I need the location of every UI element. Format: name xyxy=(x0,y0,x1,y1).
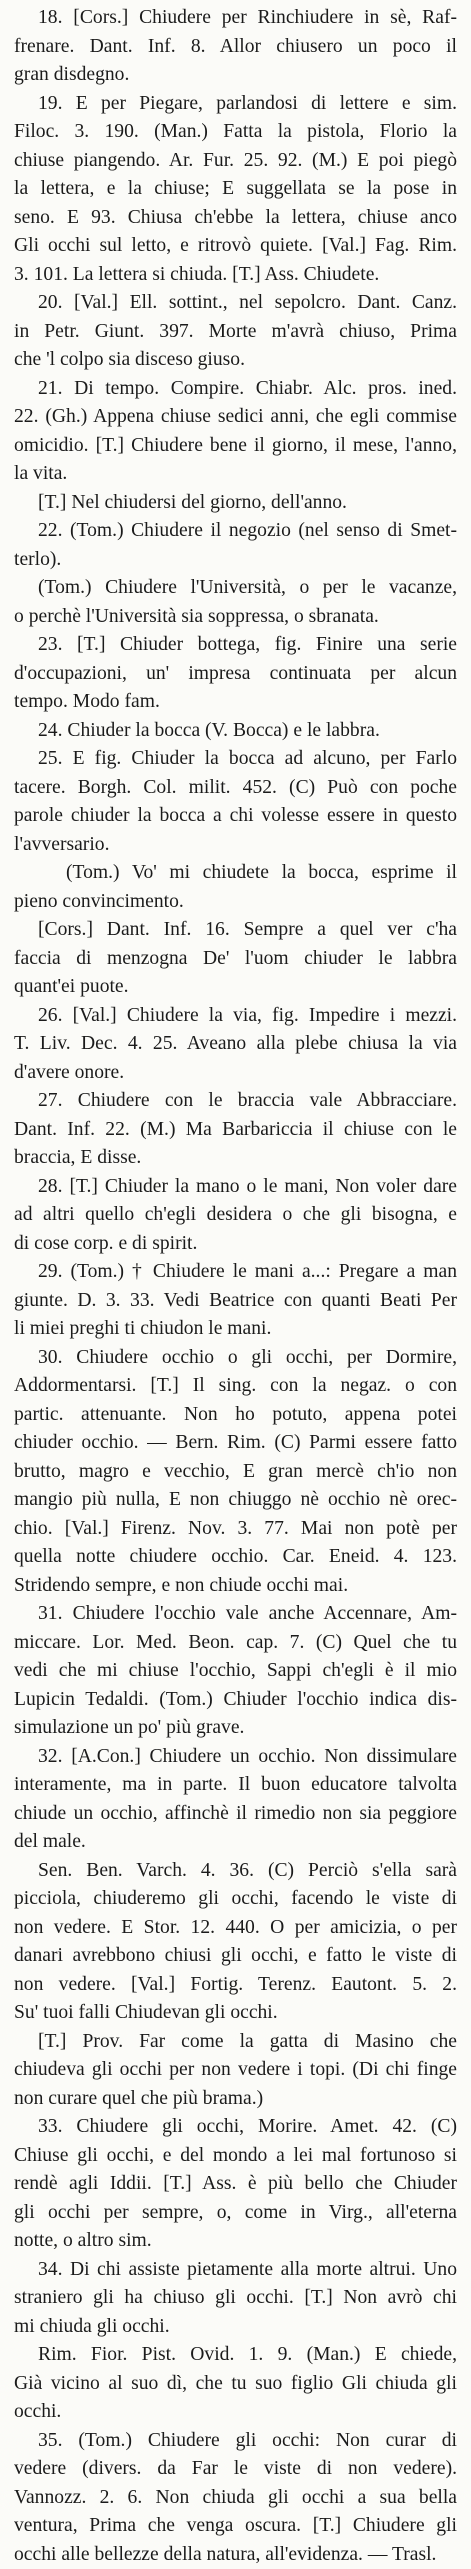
text-line: 35. (Tom.) Chiudere gli occhi: Non curar di xyxy=(14,2427,457,2456)
text-line: 34. Di chi assiste pietamente alla morte altrui. Uno xyxy=(14,2256,457,2285)
text-line: gran disdegno. xyxy=(14,61,457,90)
text-line: 28. [T.] Chiuder la mano o le mani, Non voler dare xyxy=(14,1173,457,1202)
text-line: chiudeva gli occhi per non vedere i topi. (Di chi finge xyxy=(14,2056,457,2085)
text-line: [Cors.] Dant. Inf. 16. Sempre a quel ver c'ha xyxy=(14,916,457,945)
text-line: 33. Chiudere gli occhi, Morire. Amet. 42. (C) xyxy=(14,2113,457,2142)
text-line: straniero gli ha chiuso gli occhi. [T.] Non avrò chi xyxy=(14,2284,457,2313)
text-line: 32. [A.Con.] Chiudere un occhio. Non dissimulare xyxy=(14,1743,457,1772)
text-line: tacere. Borgh. Col. milit. 452. (C) Può con poche xyxy=(14,774,457,803)
text-line: ad altri quello ch'egli desidera o che gli bisogna, e xyxy=(14,1201,457,1230)
text-line: quella notte chiudere occhio. Car. Eneid. 4. 123. xyxy=(14,1543,457,1572)
text-line: [T.] Nel chiudersi del giorno, dell'anno. xyxy=(14,489,457,518)
text-line: 18. [Cors.] Chiudere per Rinchiudere in sè, Raf- xyxy=(14,4,457,33)
text-line: occhi. xyxy=(14,2398,457,2427)
text-line: non vedere. [Val.] Fortig. Terenz. Eautont. 5. 2. xyxy=(14,1971,457,2000)
text-line: notte, o altro sim. xyxy=(14,2227,457,2256)
text-line: partic. attenuante. Non ho potuto, appena potei xyxy=(14,1401,457,1430)
text-line: la vita. xyxy=(14,460,457,489)
text-line: 21. Di tempo. Compire. Chiabr. Alc. pros. ined. xyxy=(14,375,457,404)
text-line: 24. Chiuder la bocca (V. Bocca) e le labbra. xyxy=(14,717,457,746)
text-line: frenare. Dant. Inf. 8. Allor chiusero un poco il xyxy=(14,33,457,62)
text-line: brutto, magro e vecchio, E gran mercè ch'io non xyxy=(14,1458,457,1487)
text-line: in Petr. Giunt. 397. Morte m'avrà chiuso, Prima xyxy=(14,318,457,347)
text-line: 19. E per Piegare, parlandosi di lettere e sim. xyxy=(14,90,457,119)
text-line: mangio più nulla, E non chiuggo nè occhio nè orec- xyxy=(14,1486,457,1515)
text-line: Filoc. 3. 190. (Man.) Fatta la pistola, Florio la xyxy=(14,118,457,147)
text-line: (Tom.) Vo' mi chiudete la bocca, esprime il xyxy=(14,859,457,888)
text-line: mi chiuda gli occhi. xyxy=(14,2313,457,2342)
text-line: [T.] Prov. Far come la gatta di Masino che xyxy=(14,2028,457,2057)
text-line: Vannozz. 2. 6. Non chiuda gli occhi a sua bella xyxy=(14,2484,457,2513)
text-line: 22. (Tom.) Chiudere il negozio (nel senso di Smet- xyxy=(14,517,457,546)
text-line: parole chiuder la bocca a chi volesse essere in questo xyxy=(14,802,457,831)
text-line: miccare. Lor. Med. Beon. cap. 7. (C) Quel che tu xyxy=(14,1629,457,1658)
text-line: gli occhi per sempre, o, come in Virg., all'eterna xyxy=(14,2199,457,2228)
text-line: interamente, ma in parte. Il buon educatore talvolta xyxy=(14,1771,457,1800)
text-line: seno. E 93. Chiusa ch'ebbe la lettera, chiuse anco xyxy=(14,204,457,233)
text-line: Rim. Fior. Pist. Ovid. 1. 9. (Man.) E chiede, xyxy=(14,2341,457,2370)
text-line: tempo. Modo fam. xyxy=(14,688,457,717)
text-line: non vedere. E Stor. 12. 440. O per amicizia, o per xyxy=(14,1914,457,1943)
text-line: vedi che mi chiuse l'occhio, Sappi ch'egli è il mio xyxy=(14,1657,457,1686)
text-line: pieno convincimento. xyxy=(14,888,457,917)
text-line: giunte. D. 3. 33. Vedi Beatrice con quanti Beati Per xyxy=(14,1287,457,1316)
text-line: ventura, Prima che venga oscura. [T.] Chiudere gli xyxy=(14,2512,457,2541)
text-line: T. Liv. Dec. 4. 25. Aveano alla plebe chiusa la via xyxy=(14,1030,457,1059)
text-line: 26. [Val.] Chiudere la via, fig. Impedire i mezzi. xyxy=(14,1002,457,1031)
text-line: (Tom.) Chiudere l'Università, o per le vacanze, xyxy=(14,574,457,603)
text-line: terlo). xyxy=(14,546,457,575)
text-line: simulazione un po' più grave. xyxy=(14,1714,457,1743)
text-line: Gli occhi sul letto, e ritrovò quiete. [Val.] Fag. Rim. xyxy=(14,232,457,261)
text-line: d'occupazioni, un' impresa continuata per alcun xyxy=(14,660,457,689)
text-line: del male. xyxy=(14,1828,457,1857)
text-line: 22. (Gh.) Appena chiuse sedici anni, che egli commise xyxy=(14,403,457,432)
text-line: li miei preghi ti chiudon le mani. xyxy=(14,1315,457,1344)
text-line: la lettera, e la chiuse; E suggellata se la pose in xyxy=(14,175,457,204)
text-line: di cose corp. e di spirit. xyxy=(14,1230,457,1259)
text-line: Su' tuoi falli Chiudevan gli occhi. xyxy=(14,1999,457,2028)
text-line: Stridendo sempre, e non chiude occhi mai. xyxy=(14,1572,457,1601)
text-line: faccia di menzogna De' l'uom chiuder le labbra xyxy=(14,945,457,974)
text-line: picciola, chiuderemo gli occhi, facendo le viste di xyxy=(14,1885,457,1914)
text-line: quant'ei puote. xyxy=(14,973,457,1002)
text-line: chio. [Val.] Firenz. Nov. 3. 77. Mai non potè per xyxy=(14,1515,457,1544)
text-line: Lupicin Tedaldi. (Tom.) Chiuder l'occhio indica dis- xyxy=(14,1686,457,1715)
text-line: 29. (Tom.) † Chiudere le mani a...: Pregare a man xyxy=(14,1258,457,1287)
text-line: 23. [T.] Chiuder bottega, fig. Finire una serie xyxy=(14,631,457,660)
text-line: 20. [Val.] Ell. sottint., nel sepolcro. Dant. Canz. xyxy=(14,289,457,318)
text-line: 30. Chiudere occhio o gli occhi, per Dormire, xyxy=(14,1344,457,1373)
text-line: Chiuse gli occhi, e del mondo a lei mal fortunoso si xyxy=(14,2142,457,2171)
text-line: vedere (divers. da Far le viste di non vedere). xyxy=(14,2455,457,2484)
text-line: chiuse piangendo. Ar. Fur. 25. 92. (M.) E poi piegò xyxy=(14,147,457,176)
text-line: Addormentarsi. [T.] Il sing. con la negaz. o con xyxy=(14,1372,457,1401)
text-line: 31. Chiudere l'occhio vale anche Accennare, Am- xyxy=(14,1600,457,1629)
text-line: o perchè l'Università sia soppressa, o sbranata. xyxy=(14,603,457,632)
text-line: d'avere onore. xyxy=(14,1059,457,1088)
text-line: chiuder occhio. — Bern. Rim. (C) Parmi essere fatto xyxy=(14,1429,457,1458)
text-line: Dant. Inf. 22. (M.) Ma Barbariccia il chiuse con le xyxy=(14,1116,457,1145)
text-line: Sen. Ben. Varch. 4. 36. (C) Perciò s'ella sarà xyxy=(14,1857,457,1886)
text-line: danari avrebbono chiusi gli occhi, e fatto le viste di xyxy=(14,1942,457,1971)
text-line: braccia, E disse. xyxy=(14,1144,457,1173)
text-line: Già vicino al suo dì, che tu suo figlio Gli chiuda gli xyxy=(14,2370,457,2399)
text-line: omicidio. [T.] Chiudere bene il giorno, il mese, l'anno, xyxy=(14,432,457,461)
text-line: l'avversario. xyxy=(14,831,457,860)
text-line: chiude un occhio, affinchè il rimedio non sia peggiore xyxy=(14,1800,457,1829)
text-line: 25. E fig. Chiuder la bocca ad alcuno, per Farlo xyxy=(14,745,457,774)
text-line: 27. Chiudere con le braccia vale Abbracciare. xyxy=(14,1087,457,1116)
text-line: non curare quel che più brama.) xyxy=(14,2085,457,2114)
text-line: 3. 101. La lettera si chiuda. [T.] Ass. Chiudete. xyxy=(14,261,457,290)
text-line: occhi alle bellezze della natura, all'evidenza. — Trasl. xyxy=(14,2541,457,2569)
text-line: che 'l colpo sia disceso giuso. xyxy=(14,346,457,375)
text-line: rendè agli Iddii. [T.] Ass. è più bello che Chiuder xyxy=(14,2170,457,2199)
